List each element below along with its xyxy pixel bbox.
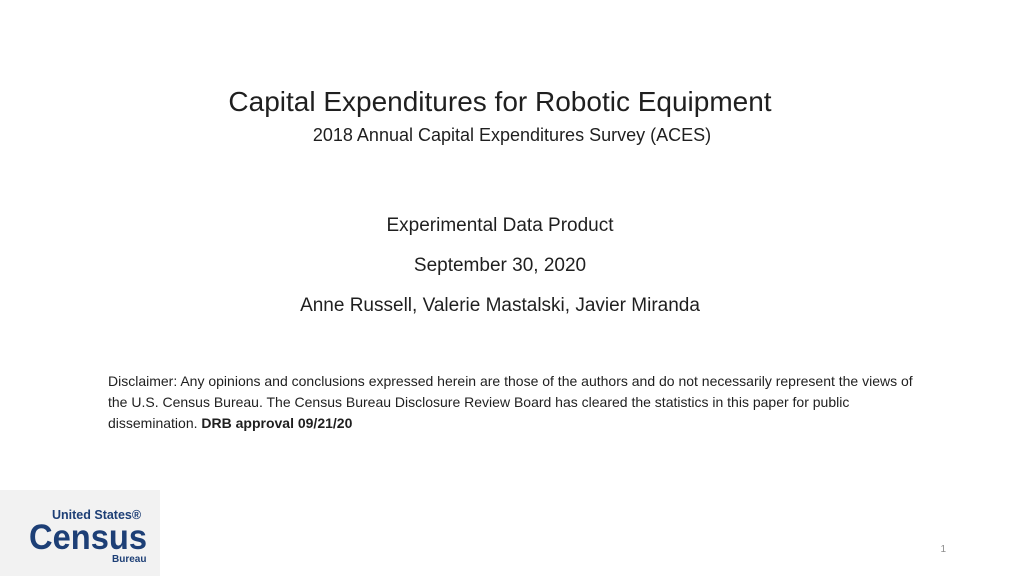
publication-date: September 30, 2020: [413, 255, 587, 276]
drb-approval: DRB approval 09/21/20: [201, 415, 353, 431]
product-type: Experimental Data Product: [386, 215, 614, 236]
logo-bureau: Bureau: [112, 554, 147, 564]
disclaimer: [108, 371, 918, 434]
slide-subtitle: 2018 Annual Capital Expenditures Survey (ACES): [312, 125, 712, 145]
logo-area: [0, 490, 160, 576]
authors: Anne Russell, Valerie Mastalski, Javier Miranda: [300, 295, 700, 316]
logo-census: Census: [29, 518, 147, 557]
disclaimer-text: Disclaimer: Any opinions and conclusions expressed herein are those of the authors and do not necessarily represent the views of the U.S. Census Bureau. The Census Bureau Disclosure Review Board has cleared the statistics in this paper for public dissemination.: [108, 373, 913, 431]
logo-united-states: United States®: [52, 508, 142, 522]
slide-title: Capital Expenditures for Robotic Equipment: [228, 86, 772, 117]
page-number: 1: [940, 544, 946, 555]
census-bureau-logo: [28, 506, 148, 564]
